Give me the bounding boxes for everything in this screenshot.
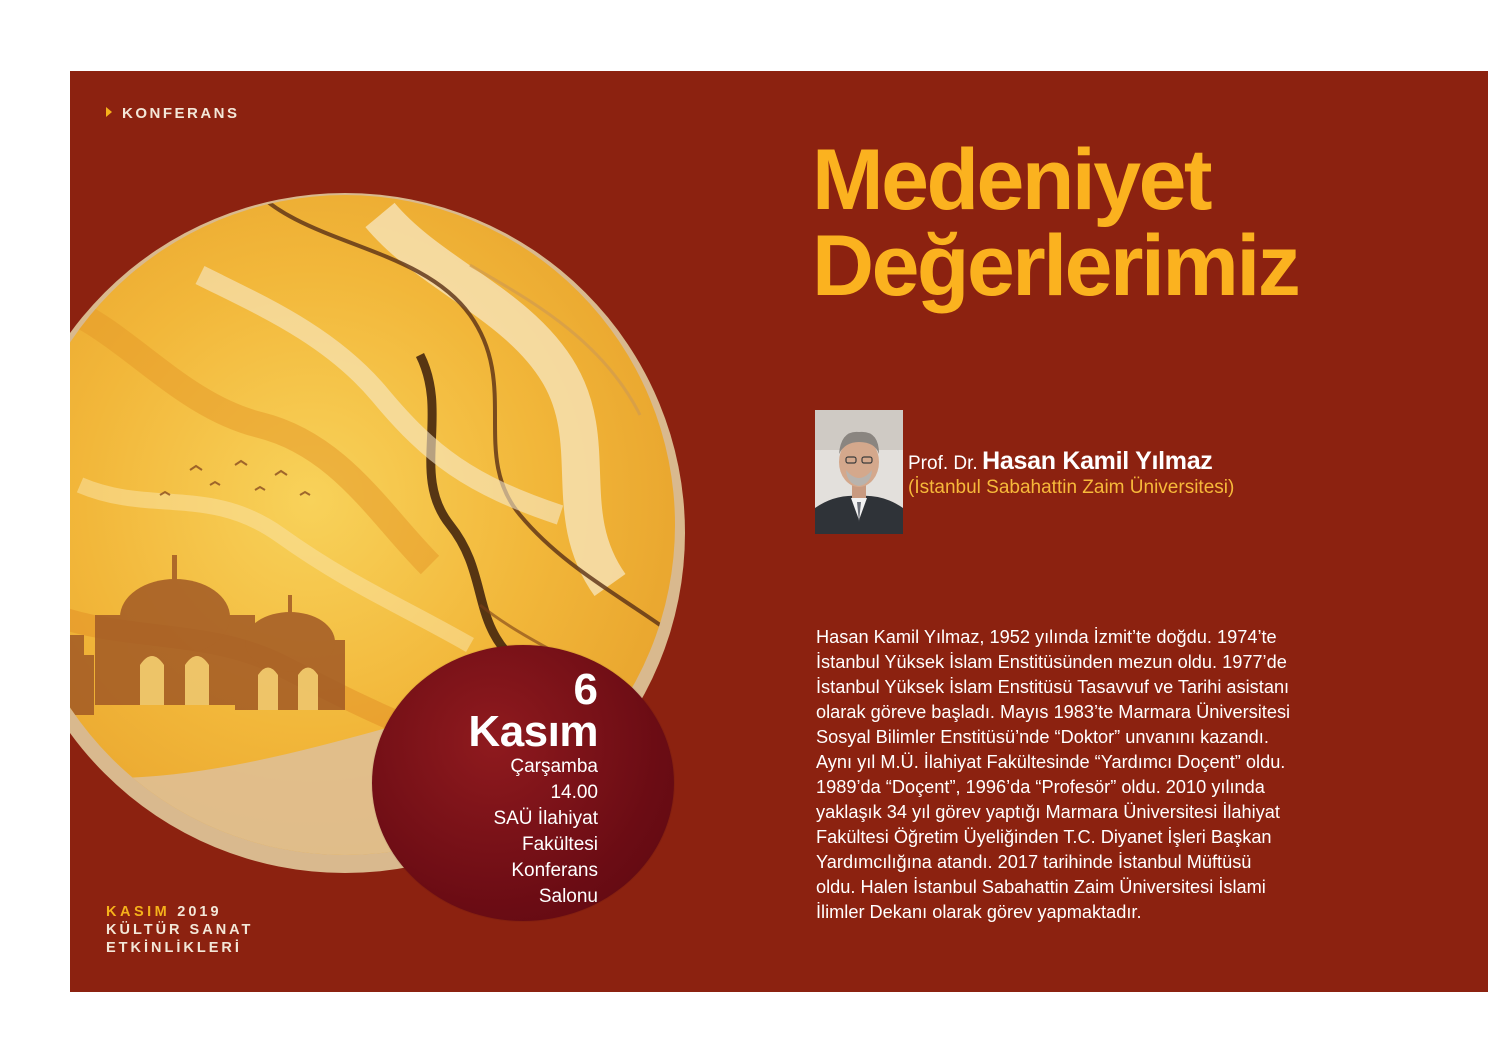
- event-date-details: [468, 665, 598, 909]
- event-day: 6: [573, 665, 598, 714]
- event-weekday: Çarşamba: [510, 756, 598, 777]
- speaker-biography: Hasan Kamil Yılmaz, 1952 yılında İzmit’te doğdu. 1974’te İstanbul Yüksek İslam Enstitüsünden mezun oldu. 1977’de İstanbul Yüksek İslam Enstitüsü Tasavvuf ve Tarihi asistanı olarak göreve başladı. Mayıs 1983’te Marmara Üniversitesi Sosyal Bilimler Enstitüsü’nde “Doktor” unvanını kazandı. Aynı yıl M.Ü. İlahiyat Fakültesinde “Yardımcı Doçent” oldu. 1989’da “Doçent”, 1996’da “Profesör” oldu. 2010 yılında yaklaşık 34 yıl görev yaptığı Marmara Üniversitesi İlahiyat Fakültesi Öğretim Üyeliğinden T.C. Diyanet İşleri Başkan Yardımcılığına atandı. 2017 tarihinde İstanbul Müftüsü oldu. Halen İstanbul Sabahattin Zaim Üniversitesi İslami İlimler Dekanı olarak görev yapmaktadır.: [816, 627, 1291, 922]
- page-title: Medeniyet Değerlerimiz: [812, 132, 1299, 314]
- speaker-affiliation: (İstanbul Sabahattin Zaim Üniversitesi): [908, 477, 1235, 498]
- event-venue-line1: SAÜ İlahiyat: [493, 808, 598, 829]
- section-label: KONFERANS: [106, 105, 240, 122]
- speaker-name: Prof. Dr. Hasan Kamil Yılmaz: [908, 447, 1213, 475]
- event-date-badge: [372, 645, 674, 921]
- footer-series-label: KASIM 2019 KÜLTÜR SANAT ETKİNLİKLERİ: [106, 904, 254, 956]
- event-venue-line3: Konferans: [511, 860, 598, 881]
- event-card: [70, 71, 1488, 992]
- event-venue-line4: Salonu: [538, 886, 598, 907]
- event-month: Kasım: [468, 707, 598, 756]
- play-arrow-icon: [106, 107, 112, 117]
- event-venue-line2: Fakültesi: [521, 834, 598, 855]
- speaker-photo: [815, 410, 903, 534]
- event-time: 14.00: [550, 782, 598, 803]
